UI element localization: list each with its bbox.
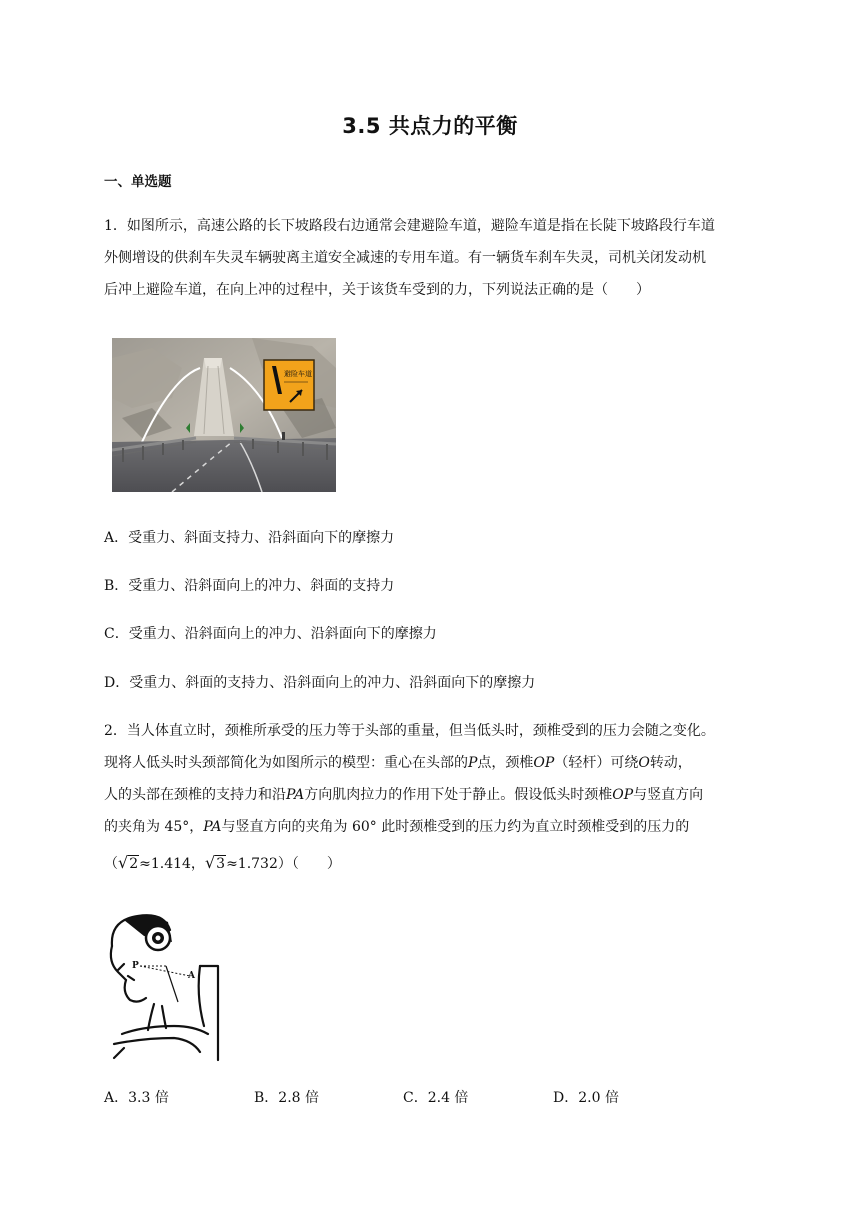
runaway-truck-ramp-photo: [112, 338, 336, 492]
q1-option-a[interactable]: A．受重力、斜面支持力、沿斜面向下的摩擦力: [104, 530, 395, 546]
q1-option-c[interactable]: C．受重力、沿斜面向上的冲力、沿斜面向下的摩擦力: [104, 626, 437, 642]
q1-line: 外侧增设的供刹车失灵车辆驶离主道安全减速的专用车道。有一辆货车刹车失灵，司机关闭发动机: [104, 250, 706, 266]
q2-option-b[interactable]: B．2.8 倍: [254, 1090, 320, 1106]
q1-option-d[interactable]: D．受重力、斜面的支持力、沿斜面向上的冲力、沿斜面向下的摩擦力: [104, 675, 536, 691]
q2-line-hint: （√2≈1.414，√3≈1.732）（ ）: [104, 847, 784, 880]
label-a: A: [188, 971, 195, 981]
sqrt-2: √2: [118, 853, 139, 872]
page-title: 3.5 共点力的平衡: [342, 114, 518, 138]
question-2-text: [104, 715, 784, 880]
q2-line: 的夹角为 45°，PA与竖直方向的夹角为 60° 此时颈椎受到的压力约为直立时颈椎受到的压力的: [104, 819, 690, 835]
label-p: P: [132, 961, 139, 971]
q1-line: 后冲上避险车道，在向上冲的过程中，关于该货车受到的力，下列说法正确的是（ ）: [104, 282, 650, 298]
q2-option-a[interactable]: A．3.3 倍: [104, 1090, 169, 1106]
q2-line: 2．当人体直立时，颈椎所承受的压力等于头部的重量，但当低头时，颈椎受到的压力会随之变化。: [104, 723, 715, 739]
q2-line: 现将人低头时头颈部简化为如图所示的模型：重心在头部的P点，颈椎OP（轻杆）可绕O转动，: [104, 755, 692, 771]
q2-option-d[interactable]: D．2.0 倍: [553, 1090, 619, 1106]
q2-line: 人的头部在颈椎的支持力和沿PA方向肌肉拉力的作用下处于静止。假设低头时颈椎OP与竖直方向: [104, 787, 704, 803]
q1-line: 1．如图所示，高速公路的长下坡路段右边通常会建避险车道，避险车道是指在长陡下坡路段行车道: [104, 218, 715, 234]
sqrt-3: √3: [204, 853, 226, 872]
head-neck-model-figure: [104, 906, 222, 1062]
sign-text: 避险车道: [284, 370, 312, 378]
question-1-text: [104, 210, 764, 306]
q1-option-b[interactable]: B．受重力、沿斜面向上的冲力、斜面的支持力: [104, 578, 395, 594]
section-heading: 一、单选题: [104, 174, 172, 190]
q2-option-c[interactable]: C．2.4 倍: [403, 1090, 469, 1106]
